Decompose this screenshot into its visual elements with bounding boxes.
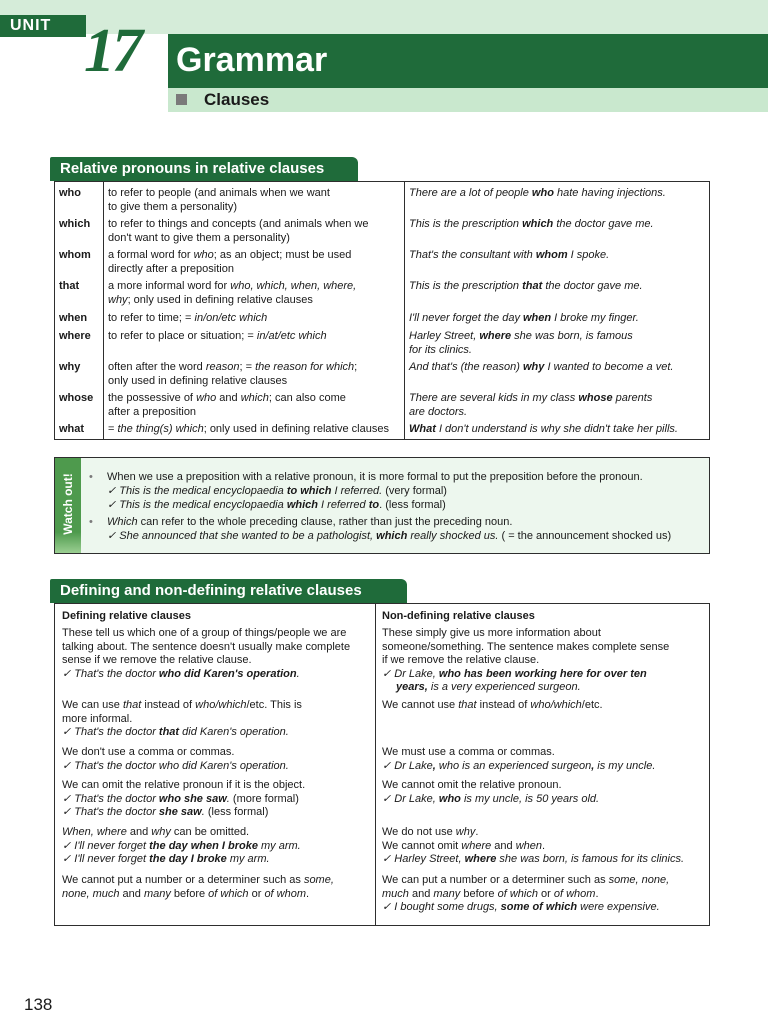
non-defining-rule bbox=[382, 627, 700, 695]
rule-line: These simply give us more information about bbox=[382, 627, 601, 639]
pronoun-example bbox=[409, 312, 709, 326]
pronoun-definition bbox=[108, 280, 408, 307]
rule-line: much and many before of which or of whom. bbox=[382, 887, 599, 900]
defining-column-heading: Defining relative clauses bbox=[62, 610, 191, 622]
pronoun-word: that bbox=[59, 280, 80, 292]
watch-out-text: Which can refer to the whole preceding clause, rather than just the preceding noun. bbox=[107, 516, 513, 528]
rule-line: We can put a number or a determiner such as some, none, bbox=[382, 874, 670, 886]
definition-line: why; only used in defining relative clauses bbox=[108, 293, 313, 306]
definition-line: a more informal word for who, which, when, where, bbox=[108, 280, 357, 292]
bullet-icon: • bbox=[89, 516, 93, 528]
rule-line: if we remove the relative clause. bbox=[382, 654, 540, 666]
watch-out-label: Watch out! bbox=[61, 473, 75, 535]
pronoun-word: who bbox=[59, 187, 81, 199]
rule-line: sense if we remove the relative clause. bbox=[62, 654, 252, 666]
pronoun-definition bbox=[108, 218, 408, 245]
non-defining-rule bbox=[382, 699, 700, 713]
example-line: for its clinics. bbox=[409, 343, 472, 356]
defining-rule bbox=[62, 627, 380, 681]
rule-line: ✓ That's the doctor she saw. (less formal) bbox=[62, 806, 269, 818]
rule-line: We must use a comma or commas. bbox=[382, 746, 555, 758]
watch-out-text: ✓ This is the medical encyclopaedia to which I referred. (very formal) bbox=[107, 485, 447, 497]
pronoun-word: why bbox=[59, 361, 81, 373]
definition-line: often after the word reason; = the reason for which; bbox=[108, 361, 358, 373]
square-bullet-icon bbox=[176, 94, 187, 105]
watch-out-text: When we use a preposition with a relative pronoun, it is more formal to put the preposition before the pronoun. bbox=[107, 471, 643, 483]
defining-rule bbox=[62, 874, 380, 901]
rule-line: someone/something. The sentence makes complete sense bbox=[382, 640, 670, 653]
pronoun-word: which bbox=[59, 218, 91, 230]
pronoun-definition bbox=[108, 249, 408, 276]
pronoun-definition bbox=[108, 392, 408, 419]
rule-line: We cannot omit where and when. bbox=[382, 839, 546, 852]
rule-line: ✓ That's the doctor that did Karen's operation. bbox=[62, 726, 289, 738]
non-defining-column-heading: Non-defining relative clauses bbox=[382, 610, 535, 622]
rule-line: We can use that instead of who/which/etc. This is bbox=[62, 699, 302, 711]
pronoun-word: where bbox=[59, 330, 91, 342]
watch-out-strip bbox=[55, 458, 81, 553]
pronoun-word: what bbox=[59, 423, 85, 435]
defining-clauses-heading: Defining and non-defining relative clauses bbox=[50, 579, 407, 603]
pronoun-word: whom bbox=[59, 249, 91, 261]
pronoun-example bbox=[409, 249, 709, 263]
definition-line: to refer to time; = in/on/etc which bbox=[108, 312, 268, 324]
definition-line: to give them a personality) bbox=[108, 200, 238, 213]
example-line: I'll never forget the day when I broke my finger. bbox=[409, 312, 639, 324]
pronoun-example bbox=[409, 218, 709, 232]
rule-line: more informal. bbox=[62, 712, 133, 725]
watch-out-text: ✓ This is the medical encyclopaedia which I referred to. (less formal) bbox=[107, 499, 446, 511]
rule-line: We cannot put a number or a determiner such as some, bbox=[62, 874, 334, 886]
non-defining-rule bbox=[382, 826, 700, 867]
defining-rule bbox=[62, 746, 380, 773]
rule-line: We don't use a comma or commas. bbox=[62, 746, 235, 758]
pronoun-definition bbox=[108, 187, 408, 214]
relative-pronouns-heading: Relative pronouns in relative clauses bbox=[50, 157, 358, 181]
defining-rule bbox=[62, 826, 380, 867]
rule-line: We can omit the relative pronoun if it is the object. bbox=[62, 779, 306, 791]
pronoun-example bbox=[409, 392, 709, 419]
page-title: Grammar bbox=[176, 41, 328, 79]
pronoun-definition bbox=[108, 423, 408, 437]
non-defining-rule bbox=[382, 874, 700, 915]
pronoun-definition bbox=[108, 330, 408, 344]
rule-line: ✓ Dr Lake, who has been working here for over ten bbox=[382, 667, 647, 680]
definition-line: to refer to things and concepts (and animals when we bbox=[108, 218, 369, 230]
definition-line: to refer to people (and animals when we want bbox=[108, 187, 330, 199]
definition-line: to refer to place or situation; = in/at/etc which bbox=[108, 330, 327, 342]
rule-line: ✓ Dr Lake, who is an experienced surgeon, is my uncle. bbox=[382, 759, 656, 772]
rule-line: ✓ Dr Lake, who is my uncle, is 50 years old. bbox=[382, 792, 600, 805]
example-line: This is the prescription that the doctor gave me. bbox=[409, 280, 643, 292]
rule-line: ✓ Harley Street, where she was born, is famous for its clinics. bbox=[382, 853, 685, 865]
definition-line: after a preposition bbox=[108, 405, 197, 418]
rule-line: ✓ That's the doctor who did Karen's operation. bbox=[62, 759, 289, 772]
subtitle-band bbox=[168, 88, 768, 112]
pronoun-definition bbox=[108, 312, 408, 326]
pronoun-definition bbox=[108, 361, 408, 388]
defining-rule bbox=[62, 779, 380, 820]
page-subtitle: Clauses bbox=[204, 90, 270, 109]
watch-out-text: ✓ She announced that she wanted to be a pathologist, which really shocked us. ( = the announcement shocked us) bbox=[107, 530, 672, 542]
example-line: are doctors. bbox=[409, 405, 468, 418]
pronoun-example bbox=[409, 280, 709, 294]
rule-line: ✓ That's the doctor who she saw. (more formal) bbox=[62, 792, 299, 805]
definition-line: don't want to give them a personality) bbox=[108, 231, 290, 244]
definition-line: directly after a preposition bbox=[108, 262, 234, 275]
rule-line: ✓ I'll never forget the day when I broke my arm. bbox=[62, 839, 301, 852]
pronoun-example bbox=[409, 423, 709, 437]
pronoun-example bbox=[409, 187, 709, 201]
definition-line: = the thing(s) which; only used in defining relative clauses bbox=[108, 423, 389, 435]
definition-line: only used in defining relative clauses bbox=[108, 374, 288, 387]
page-number: 138 bbox=[24, 995, 53, 1014]
pronoun-example bbox=[409, 330, 709, 357]
title-band bbox=[168, 34, 768, 88]
example-line: And that's (the reason) why I wanted to become a vet. bbox=[409, 361, 674, 373]
bullet-icon: • bbox=[89, 471, 93, 483]
defining-clauses-table bbox=[54, 603, 710, 926]
rule-line: When, where and why can be omitted. bbox=[62, 826, 250, 838]
example-line: What I don't understand is why she didn't take her pills. bbox=[409, 423, 678, 435]
definition-line: a formal word for who; as an object; must be used bbox=[108, 249, 352, 261]
rule-line: We cannot omit the relative pronoun. bbox=[382, 779, 562, 791]
rule-line: years, is a very experienced surgeon. bbox=[396, 681, 581, 693]
non-defining-rule bbox=[382, 779, 700, 806]
non-defining-rule bbox=[382, 746, 700, 773]
defining-rule bbox=[62, 699, 380, 740]
example-line: That's the consultant with whom I spoke. bbox=[409, 249, 610, 261]
rule-line: We do not use why. bbox=[382, 826, 479, 838]
pronoun-word: whose bbox=[59, 392, 94, 404]
example-line: This is the prescription which the doctor gave me. bbox=[409, 218, 654, 230]
rule-line: We cannot use that instead of who/which/etc. bbox=[382, 699, 603, 711]
rule-line: These tell us which one of a group of things/people we are bbox=[62, 627, 347, 639]
definition-line: the possessive of who and which; can also come bbox=[108, 392, 346, 404]
example-line: There are several kids in my class whose parents bbox=[409, 392, 653, 404]
example-line: There are a lot of people who hate having injections. bbox=[409, 187, 666, 199]
example-line: Harley Street, where she was born, is famous bbox=[409, 330, 633, 342]
rule-line: talking about. The sentence doesn't usually make complete bbox=[62, 640, 351, 653]
rule-line: none, much and many before of which or of whom. bbox=[62, 887, 310, 900]
rule-line: ✓ I bought some drugs, some of which were expensive. bbox=[382, 901, 660, 913]
rule-line: ✓ That's the doctor who did Karen's operation. bbox=[62, 667, 300, 680]
pronoun-word: when bbox=[59, 312, 88, 324]
unit-number: 17 bbox=[84, 17, 140, 85]
unit-badge: UNIT bbox=[0, 15, 86, 37]
watch-out-box bbox=[54, 457, 710, 554]
pronoun-example bbox=[409, 361, 709, 375]
rule-line: ✓ I'll never forget the day I broke my arm. bbox=[62, 853, 270, 865]
relative-pronouns-table bbox=[54, 181, 710, 440]
